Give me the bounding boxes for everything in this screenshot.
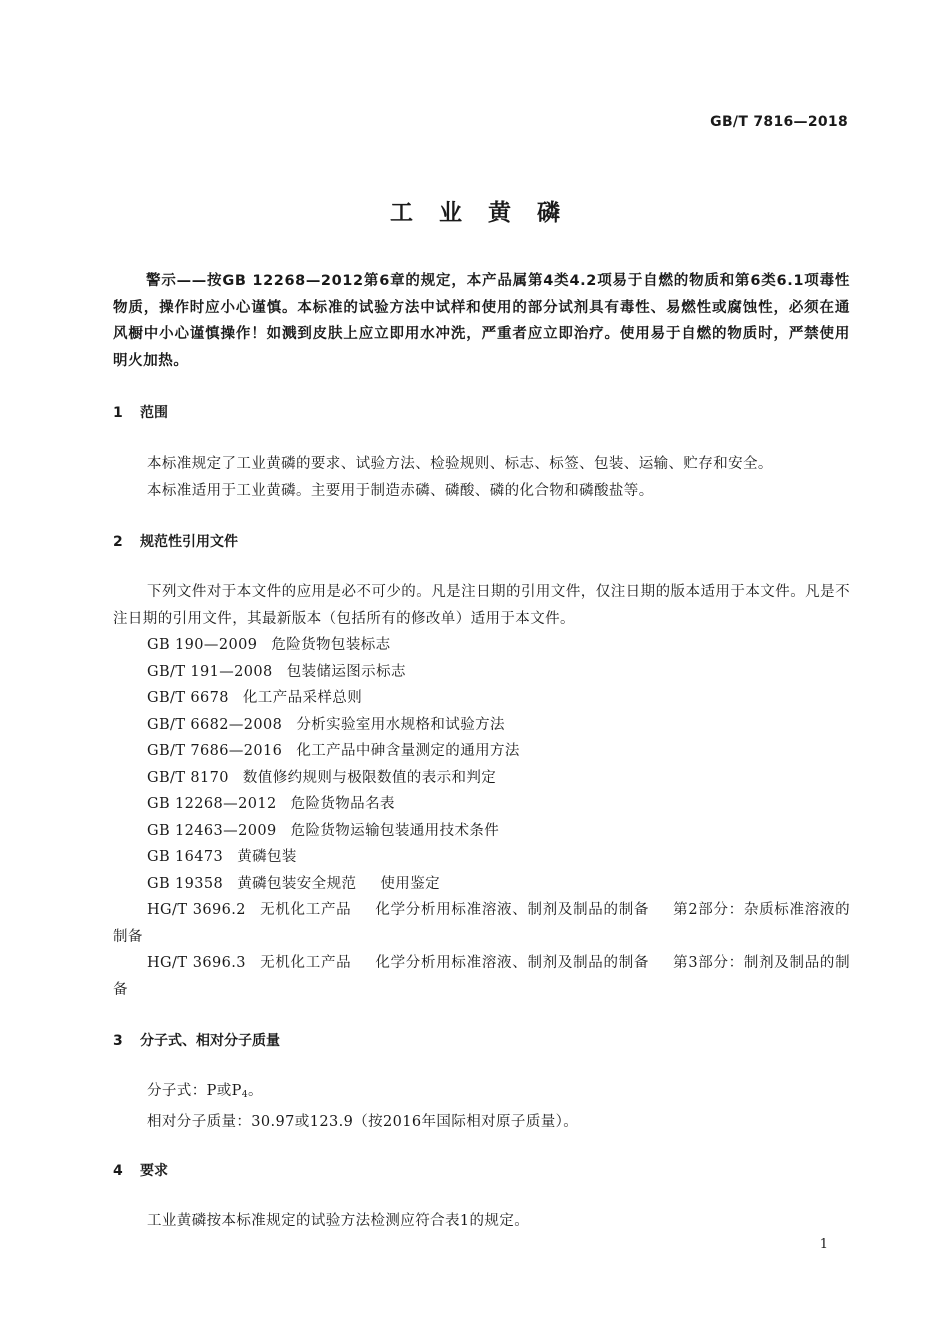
reference-item bbox=[113, 765, 850, 792]
reference-code: GB/T 7686—2016 bbox=[147, 743, 283, 759]
reference-item bbox=[113, 791, 850, 818]
warning-paragraph: 警示——按GB 12268—2012第6章的规定，本产品属第4类4.2项易于自燃的物质和第6类6.1项毒性物质，操作时应小心谨慎。本标准的试验方法中试样和使用的部分试剂具有毒性、易燃性或腐蚀性，必须在通风橱中小心谨慎操作！如溅到皮肤上应立即用水冲洗，严重者应立即治疗。使用易于自燃的物质时，严禁使用明火加热。 bbox=[113, 273, 850, 369]
reference-title-part: 化学分析用标准溶液、制剂及制品的制备 bbox=[375, 902, 650, 918]
section-title: 范围 bbox=[140, 405, 168, 421]
reference-title: 黄磷包装 bbox=[237, 849, 297, 865]
reference-code: GB/T 6678 bbox=[147, 690, 229, 706]
section-number: 1 bbox=[113, 405, 123, 421]
section-number: 2 bbox=[113, 534, 123, 550]
reference-code: GB 19358 bbox=[147, 875, 224, 892]
reference-code: GB/T 191—2008 bbox=[147, 663, 273, 680]
section-4-heading bbox=[113, 1160, 168, 1180]
formula-text: 分子式：P或P bbox=[147, 1083, 242, 1099]
paragraph: 工业黄磷按本标准规定的试验方法检测应符合表1的规定。 bbox=[147, 1213, 530, 1229]
reference-title: 包装储运图示标志 bbox=[286, 663, 406, 680]
section-title: 要求 bbox=[140, 1163, 168, 1179]
reference-code: HG/T 3696.2 bbox=[147, 902, 246, 918]
reference-item bbox=[113, 712, 850, 739]
reference-item bbox=[113, 738, 850, 765]
reference-title: 危险货物包装标志 bbox=[271, 637, 391, 653]
reference-code: GB 12463—2009 bbox=[147, 822, 277, 839]
reference-code: GB/T 8170 bbox=[147, 769, 229, 786]
reference-code: GB 12268—2012 bbox=[147, 796, 277, 812]
reference-title: 分析实验室用水规格和试验方法 bbox=[296, 716, 505, 733]
reference-item bbox=[113, 950, 850, 1003]
section-1-body bbox=[113, 451, 850, 504]
formula-end: 。 bbox=[247, 1083, 263, 1099]
reference-title-part: 第3部分：制剂及制品的制备 bbox=[113, 955, 851, 998]
document-code: GB/T 7816—2018 bbox=[710, 114, 848, 130]
section-2-heading bbox=[113, 531, 238, 551]
section-1-heading bbox=[113, 402, 168, 422]
reference-code: GB 190—2009 bbox=[147, 637, 258, 653]
reference-title: 化工产品采样总则 bbox=[242, 690, 363, 706]
reference-title-part: 化学分析用标准溶液、制剂及制品的制备 bbox=[375, 955, 650, 971]
reference-item bbox=[113, 685, 850, 712]
reference-item bbox=[113, 897, 850, 950]
paragraph: 本标准规定了工业黄磷的要求、试验方法、检验规则、标志、标签、包装、运输、贮存和安全。 bbox=[147, 456, 773, 472]
molecular-mass-line: 相对分子质量：30.97或123.9（按2016年国际相对原子质量）。 bbox=[147, 1113, 579, 1130]
reference-item bbox=[113, 659, 850, 686]
section-4-body bbox=[113, 1208, 850, 1235]
reference-title: 危险货物品名表 bbox=[290, 796, 395, 812]
formula-line bbox=[113, 1078, 850, 1109]
reference-title: 化工产品中砷含量测定的通用方法 bbox=[296, 743, 520, 759]
section-number: 3 bbox=[113, 1033, 123, 1049]
reference-title: 数值修约规则与极限数值的表示和判定 bbox=[242, 769, 497, 786]
paragraph: 本标准适用于工业黄磷。主要用于制造赤磷、磷酸、磷的化合物和磷酸盐等。 bbox=[147, 482, 654, 499]
reference-title: 黄磷包装安全规范 bbox=[237, 875, 357, 892]
reference-title: 危险货物运输包装通用技术条件 bbox=[290, 822, 500, 839]
section-title: 分子式、相对分子质量 bbox=[140, 1033, 280, 1049]
reference-item bbox=[113, 632, 850, 659]
reference-list bbox=[113, 632, 850, 1003]
section-2-intro: 下列文件对于本文件的应用是必不可少的。凡是注日期的引用文件，仅注日期的版本适用于本文件。凡是不注日期的引用文件，其最新版本（包括所有的修改单）适用于本文件。 bbox=[113, 584, 850, 627]
reference-item bbox=[113, 844, 850, 871]
reference-code: GB/T 6682—2008 bbox=[147, 716, 283, 733]
reference-title: 无机化工产品 bbox=[259, 955, 352, 971]
section-title: 规范性引用文件 bbox=[140, 534, 238, 550]
reference-title: 无机化工产品 bbox=[259, 902, 352, 918]
section-3-heading bbox=[113, 1030, 280, 1050]
page-number: 1 bbox=[819, 1237, 828, 1252]
reference-item bbox=[113, 871, 850, 898]
reference-title-part: 第2部分：杂质标准溶液的制备 bbox=[113, 902, 851, 945]
formula-subscript: 4 bbox=[241, 1090, 248, 1100]
reference-title-part: 使用鉴定 bbox=[380, 875, 440, 892]
section-3-body bbox=[113, 1078, 850, 1135]
reference-code: HG/T 3696.3 bbox=[147, 955, 246, 971]
section-number: 4 bbox=[113, 1163, 123, 1179]
document-title: 工业黄磷 bbox=[390, 200, 586, 226]
reference-code: GB 16473 bbox=[147, 849, 224, 865]
reference-item bbox=[113, 818, 850, 845]
